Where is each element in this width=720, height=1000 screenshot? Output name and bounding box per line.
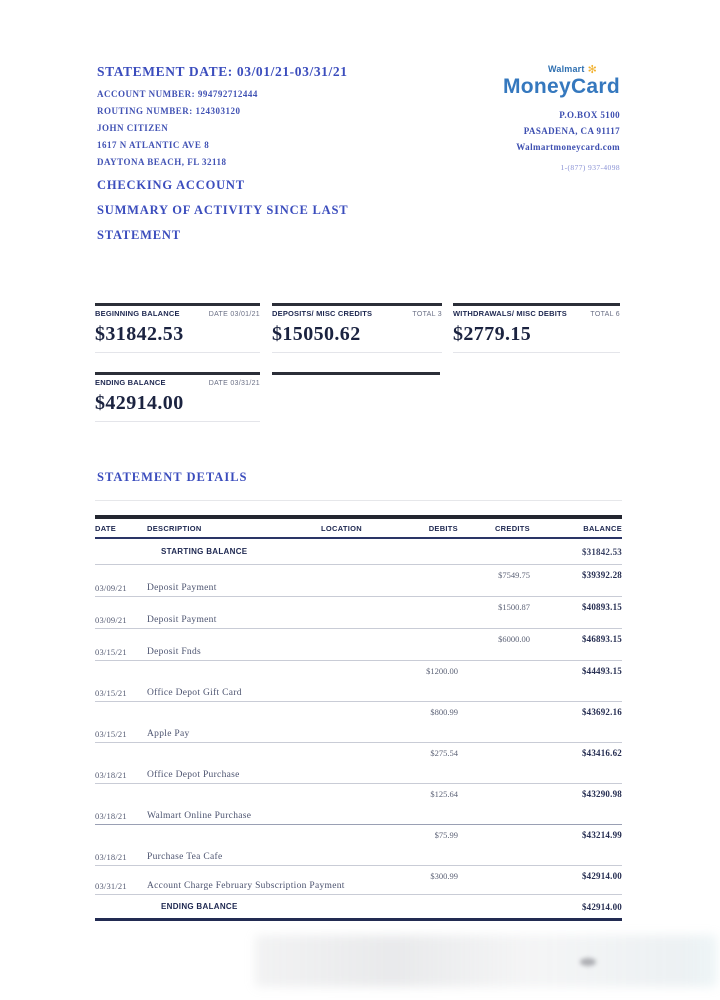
transactions-table	[95, 515, 622, 921]
details-divider	[95, 500, 622, 501]
transaction-debit	[386, 895, 458, 900]
column-header-description: DESCRIPTION	[147, 523, 202, 533]
brand-website: Walmartmoneycard.com	[516, 142, 620, 152]
table-row	[95, 895, 622, 921]
empty-box-bar	[272, 372, 440, 375]
column-header-debits: DEBITS	[428, 523, 458, 533]
table-row	[95, 565, 622, 597]
beginning-balance-amount: $31842.53	[95, 323, 184, 345]
transaction-date	[95, 915, 147, 918]
account-number: ACCOUNT NUMBER: 994792712444	[97, 89, 258, 99]
transaction-credit: $1500.87	[498, 602, 530, 612]
transaction-balance: $43290.98	[581, 789, 622, 799]
transaction-credit: $6000.00	[498, 634, 530, 644]
deposits-box	[272, 303, 442, 353]
transaction-balance: $43214.99	[581, 830, 622, 840]
transaction-debit: $300.99	[430, 871, 458, 881]
transaction-balance: $44493.15	[581, 666, 622, 676]
table-row	[95, 866, 622, 895]
transaction-debit	[386, 597, 458, 602]
footer-watermark	[255, 935, 717, 987]
transaction-credit	[458, 702, 530, 707]
column-header-location: LOCATION	[320, 523, 362, 533]
transaction-credit	[458, 784, 530, 789]
brand-phone: 1-(877) 937-4098	[560, 163, 620, 172]
transaction-credit	[458, 866, 530, 871]
table-row	[95, 629, 622, 661]
deposits-amount: $15050.62	[272, 323, 361, 345]
statement-details-title: STATEMENT DETAILS	[97, 470, 248, 484]
transaction-balance: $40893.15	[581, 602, 622, 612]
transaction-date: 03/15/21	[95, 647, 127, 657]
table-row	[95, 784, 622, 825]
beginning-balance-label: BEGINNING BALANCE	[95, 309, 180, 318]
transaction-date: 03/15/21	[95, 729, 127, 739]
transaction-description: Purchase Tea Cafe	[147, 852, 223, 862]
transaction-balance: $42914.00	[581, 871, 622, 881]
walmart-wordmark	[400, 62, 620, 75]
transaction-debit: $1200.00	[426, 666, 458, 676]
deposits-total: TOTAL 3	[412, 311, 442, 318]
summary-heading-line-1: SUMMARY OF ACTIVITY SINCE LAST	[97, 203, 349, 217]
transaction-date	[95, 561, 147, 564]
transaction-description: STARTING BALANCE	[161, 547, 248, 556]
table-row	[95, 702, 622, 743]
table-row	[95, 597, 622, 629]
transaction-rows	[95, 539, 622, 921]
brand-city: PASADENA, CA 91117	[523, 126, 620, 136]
transaction-date: 03/18/21	[95, 852, 127, 862]
transaction-description: Apple Pay	[147, 729, 190, 739]
transaction-debit	[386, 565, 458, 570]
transaction-credit	[458, 539, 530, 544]
transaction-balance: $42914.00	[581, 901, 622, 912]
transaction-date: 03/31/21	[95, 881, 127, 891]
transaction-date: 03/18/21	[95, 770, 127, 780]
withdrawals-total: TOTAL 6	[590, 311, 620, 318]
table-row	[95, 743, 622, 784]
transaction-description: Office Depot Gift Card	[147, 688, 242, 698]
ending-balance-box	[95, 372, 260, 422]
withdrawals-box	[453, 303, 620, 353]
transaction-description: Walmart Online Purchase	[147, 811, 252, 821]
transaction-description: Deposit Payment	[147, 615, 217, 625]
transaction-debit: $800.99	[430, 707, 458, 717]
deposits-label: DEPOSITS/ MISC CREDITS	[272, 309, 373, 318]
brand-po-box: P.O.BOX 5100	[559, 110, 620, 120]
transaction-description: Account Charge February Subscription Payment	[147, 881, 345, 891]
transaction-credit: $7549.75	[498, 570, 530, 580]
transaction-date: 03/09/21	[95, 583, 127, 593]
transaction-description: Deposit Fnds	[147, 647, 202, 657]
transaction-debit: $275.54	[430, 748, 458, 758]
table-row	[95, 539, 622, 565]
transaction-debit: $75.99	[434, 830, 458, 840]
column-header-balance: BALANCE	[583, 523, 622, 533]
transaction-description: ENDING BALANCE	[161, 902, 238, 911]
column-header-credits: CREDITS	[494, 523, 530, 533]
statement-header	[97, 64, 437, 246]
transaction-date: 03/15/21	[95, 688, 127, 698]
statement-date: STATEMENT DATE: 03/01/21-03/31/21	[97, 64, 348, 79]
transaction-credit	[458, 743, 530, 748]
transaction-credit	[458, 895, 530, 900]
transaction-balance: $43416.62	[581, 748, 622, 758]
table-row	[95, 825, 622, 866]
ending-balance-date: DATE 03/31/21	[208, 380, 260, 387]
moneycard-logo: MoneyCard	[502, 75, 620, 98]
transaction-debit	[386, 539, 458, 544]
customer-name: JOHN CITIZEN	[97, 123, 169, 133]
routing-number: ROUTING NUMBER: 124303120	[97, 106, 241, 116]
transaction-balance: $31842.53	[581, 546, 622, 557]
footer-watermark-mark	[580, 958, 596, 966]
summary-heading-line-2: STATEMENT	[97, 228, 181, 242]
ending-balance-label: ENDING BALANCE	[95, 378, 166, 387]
walmart-spark-icon: ✻	[587, 64, 597, 76]
column-header-date: DATE	[95, 523, 117, 533]
beginning-balance-date: DATE 03/01/21	[208, 311, 260, 318]
brand-block	[400, 62, 620, 172]
transaction-description: Office Depot Purchase	[147, 770, 240, 780]
transaction-date: 03/09/21	[95, 615, 127, 625]
transaction-balance: $43692.16	[581, 707, 622, 717]
beginning-balance-box	[95, 303, 260, 353]
address-line-2: DAYTONA BEACH, FL 32118	[97, 157, 227, 167]
table-row	[95, 661, 622, 702]
withdrawals-label: WITHDRAWALS/ MISC DEBITS	[453, 309, 567, 318]
walmart-label: Walmart	[548, 64, 585, 74]
transaction-balance: $46893.15	[581, 634, 622, 644]
transaction-description: Deposit Payment	[147, 583, 217, 593]
withdrawals-amount: $2779.15	[453, 323, 532, 345]
transaction-credit	[458, 825, 530, 830]
ending-balance-amount: $42914.00	[95, 392, 184, 414]
transaction-balance: $39392.28	[581, 570, 622, 580]
transaction-debit: $125.64	[430, 789, 458, 799]
account-type: CHECKING ACCOUNT	[97, 178, 245, 192]
transaction-date: 03/18/21	[95, 811, 127, 821]
table-header-row	[95, 519, 622, 539]
transaction-credit	[458, 661, 530, 666]
transaction-debit	[386, 629, 458, 634]
address-line-1: 1617 N ATLANTIC AVE 8	[97, 140, 210, 150]
